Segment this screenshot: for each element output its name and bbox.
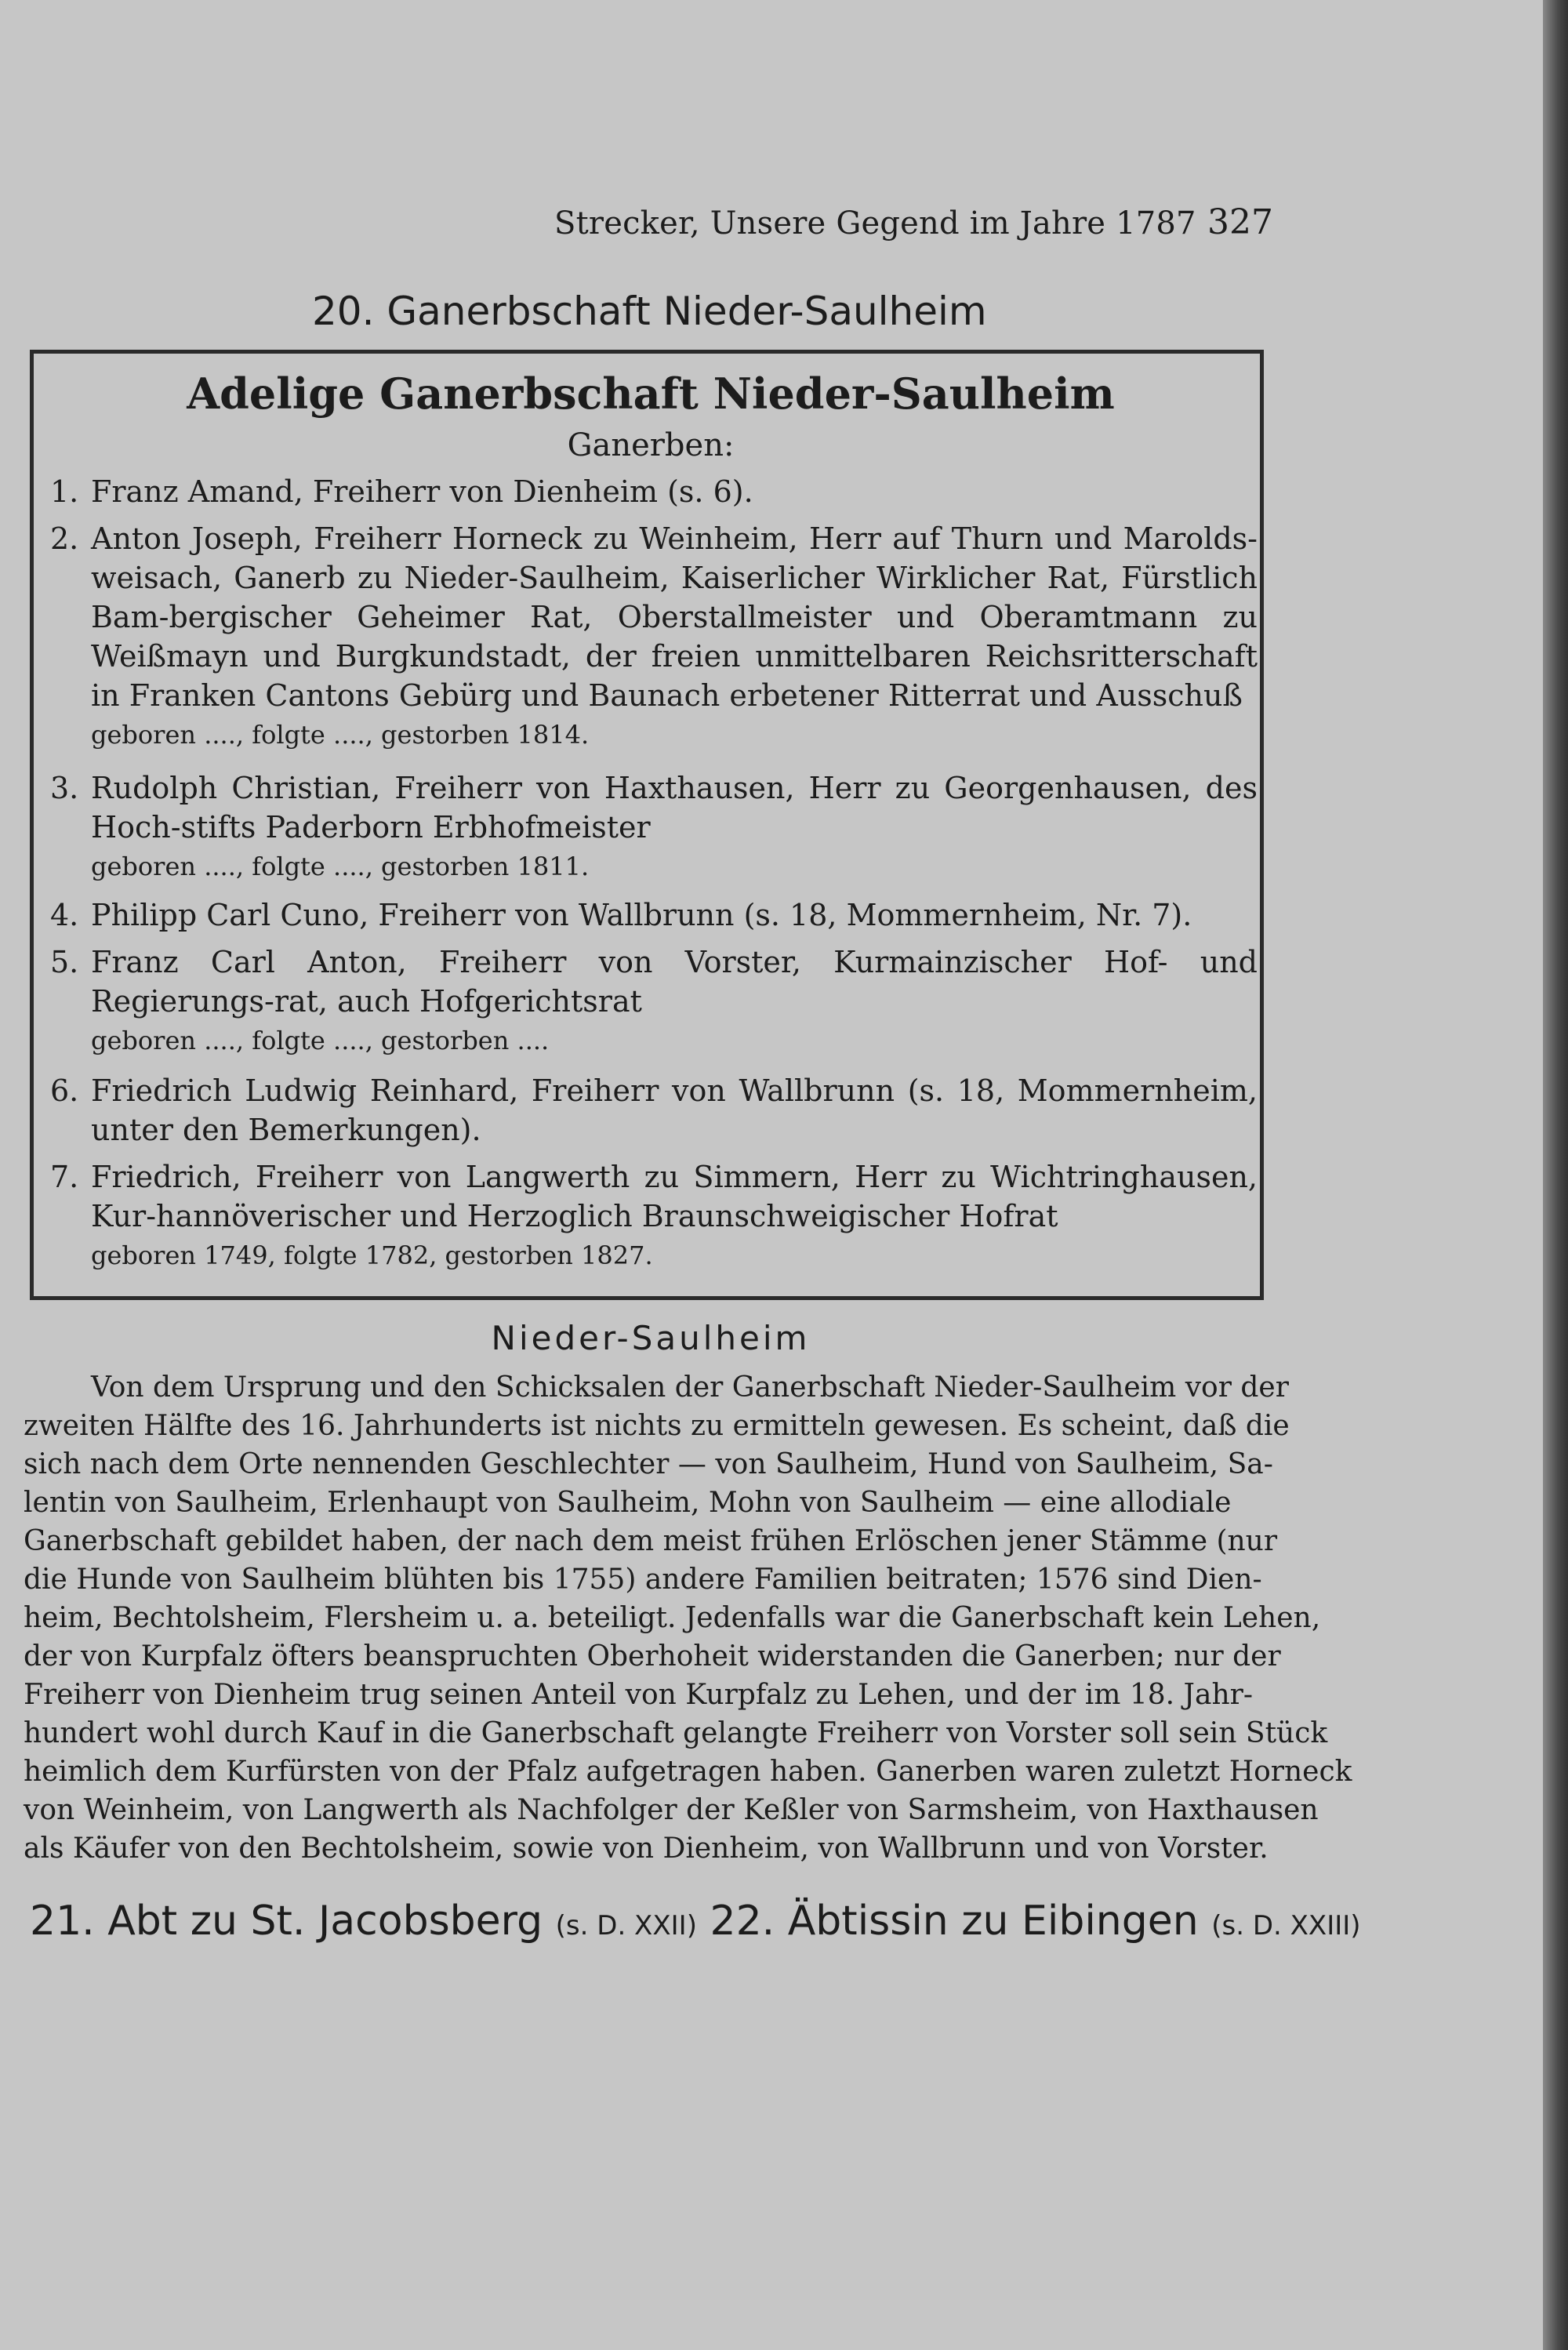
entry-text: Franz Amand, Freiherr von Dienheim (s. 6). xyxy=(91,474,753,509)
entry-number: 7. xyxy=(50,1160,79,1194)
section-title: 20. Ganerbschaft Nieder-Saulheim xyxy=(312,289,987,334)
entry-dates: geboren ...., folgte ...., gestorben 1811. xyxy=(91,852,590,881)
running-head: Strecker, Unsere Gegend im Jahre 1787 xyxy=(554,205,1196,242)
footer-ref-21: (s. D. XXII) xyxy=(555,1910,697,1941)
entry-number: 4. xyxy=(50,898,79,932)
list-item xyxy=(50,895,1258,935)
entry-number: 3. xyxy=(50,771,79,805)
entry-dates: geboren ...., folgte ...., gestorben 1814. xyxy=(91,720,590,750)
footer-ref-22: (s. D. XXIII) xyxy=(1211,1910,1361,1941)
entry-number: 5. xyxy=(50,945,79,979)
body-paragraph xyxy=(24,1368,1352,1868)
entry-text: Anton Joseph, Freiherr Horneck zu Weinheim, Herr auf Thurn und Marolds-weisach, Ganerb zu Nieder-Saulheim, Kaiserlicher Wirklicher Rat, Fürstlich Bam-bergischer Geheimer Rat, Oberstallmeister und Oberamtmann zu Weißmayn und Burgkundstadt, der freien unmittelbaren Reichsritterschaft in Franken Cantons Gebürg und Baunach erbetener Ritterrat und Ausschuß xyxy=(91,521,1258,713)
paragraph-line: zweiten Hälfte des 16. Jahrhunderts ist nichts zu ermitteln gewesen. Es scheint, daß die xyxy=(24,1410,1290,1442)
footer-heading-21: 21. Abt zu St. Jacobsberg xyxy=(30,1898,543,1945)
entry-text: Franz Carl Anton, Freiherr von Vorster, Kurmainzischer Hof- und Regierungs-rat, auch Hofgerichtsrat xyxy=(91,945,1258,1019)
entry-number: 1. xyxy=(50,474,79,509)
entry-number: 2. xyxy=(50,521,79,556)
paragraph-line: Ganerbschaft gebildet haben, der nach dem meist frühen Erlöschen jener Stämme (nur xyxy=(24,1525,1278,1557)
paragraph-line: sich nach dem Orte nennenden Geschlechter — von Saulheim, Hund von Saulheim, Sa- xyxy=(24,1448,1273,1480)
page-edge-shadow xyxy=(1543,0,1568,2350)
paragraph-line: Von dem Ursprung und den Schicksalen der Ganerbschaft Nieder-Saulheim vor der xyxy=(91,1371,1289,1404)
entry-text: Friedrich, Freiherr von Langwerth zu Simmern, Herr zu Wichtringhausen, Kur-hannöverischer und Herzoglich Braunschweigischer Hofrat xyxy=(91,1160,1258,1233)
subsection-heading: Nieder-Saulheim xyxy=(491,1319,811,1357)
paragraph-line: von Weinheim, von Langwerth als Nachfolger der Keßler von Sarmsheim, von Haxthausen xyxy=(24,1794,1319,1826)
box-subtitle: Ganerben: xyxy=(567,427,735,463)
paragraph-line: Freiherr von Dienheim trug seinen Anteil von Kurpfalz zu Lehen, und der im 18. Jahr- xyxy=(24,1679,1254,1711)
list-item xyxy=(50,1157,1258,1275)
footer-heading-22: 22. Äbtissin zu Eibingen xyxy=(710,1898,1199,1945)
list-item xyxy=(50,519,1258,754)
page-number: 327 xyxy=(1207,202,1273,242)
list-item xyxy=(50,768,1258,886)
entry-number: 6. xyxy=(50,1073,79,1108)
paragraph-line: hundert wohl durch Kauf in die Ganerbschaft gelangte Freiherr von Vorster soll sein Stück xyxy=(24,1717,1328,1749)
paragraph-line: lentin von Saulheim, Erlenhaupt von Saulheim, Mohn von Saulheim — eine allodiale xyxy=(24,1487,1232,1519)
paragraph-line: der von Kurpfalz öfters beanspruchten Oberhoheit widerstanden die Ganerben; nur der xyxy=(24,1640,1281,1673)
paragraph-line: die Hunde von Saulheim blühten bis 1755) andere Familien beitraten; 1576 sind Dien- xyxy=(24,1564,1262,1596)
entry-text: Rudolph Christian, Freiherr von Haxthausen, Herr zu Georgenhausen, des Hoch-stifts Paderborn Erbhofmeister xyxy=(91,771,1258,844)
paragraph-line: heim, Bechtolsheim, Flersheim u. a. beteiligt. Jedenfalls war die Ganerbschaft kein Lehen, xyxy=(24,1602,1321,1634)
entry-dates: geboren 1749, folgte 1782, gestorben 1827. xyxy=(91,1240,653,1270)
entry-text: Friedrich Ludwig Reinhard, Freiherr von Wallbrunn (s. 18, Mommernheim, unter den Bemerkungen). xyxy=(91,1073,1258,1147)
list-item xyxy=(50,1071,1258,1150)
list-item xyxy=(50,943,1258,1060)
list-item xyxy=(50,472,1258,511)
entry-text: Philipp Carl Cuno, Freiherr von Wallbrunn (s. 18, Mommernheim, Nr. 7). xyxy=(91,898,1192,932)
footer-headings xyxy=(30,1898,1361,1945)
box-title: Adelige Ganerbschaft Nieder-Saulheim xyxy=(187,369,1115,419)
paragraph-line: als Käufer von den Bechtolsheim, sowie von Dienheim, von Wallbrunn und von Vorster. xyxy=(24,1832,1269,1865)
paragraph-line: heimlich dem Kurfürsten von der Pfalz aufgetragen haben. Ganerben waren zuletzt Horneck xyxy=(24,1756,1352,1788)
entry-dates: geboren ...., folgte ...., gestorben .... xyxy=(91,1026,550,1055)
